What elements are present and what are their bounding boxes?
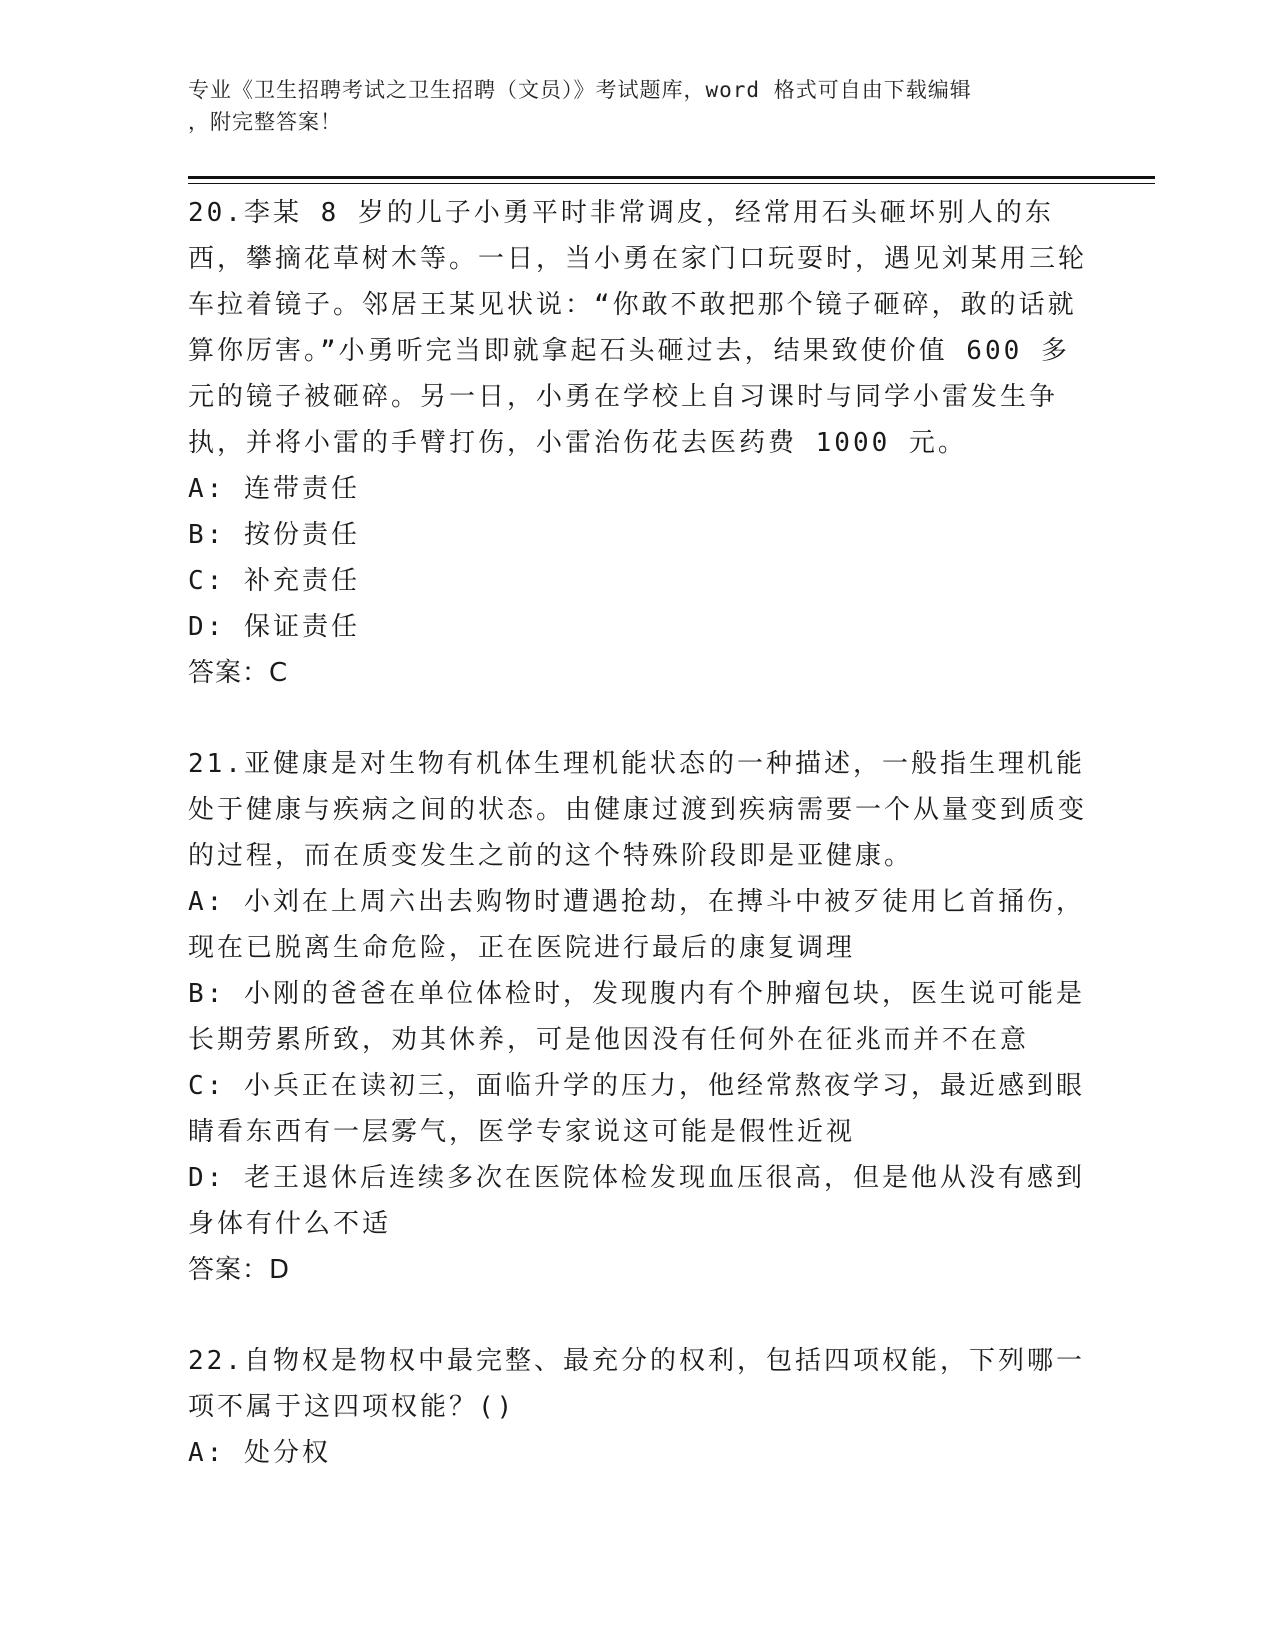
option-text: 补充责任 xyxy=(243,566,360,596)
option-c xyxy=(188,1063,1088,1155)
option-d xyxy=(188,1155,1088,1247)
option-key: B xyxy=(188,520,207,550)
option-b xyxy=(188,512,1088,558)
option-text: 按份责任 xyxy=(243,520,360,550)
option-a xyxy=(188,466,1088,512)
option-a xyxy=(188,1430,1088,1476)
option-separator: : xyxy=(206,520,244,550)
option-text: 处分权 xyxy=(243,1438,331,1468)
option-text: 连带责任 xyxy=(243,474,360,504)
option-d xyxy=(188,604,1088,650)
option-key: D xyxy=(188,612,207,642)
question-21 xyxy=(188,741,1088,1293)
header-line-2: ，附完整答案！ xyxy=(188,110,342,134)
question-stem: 20.李某 8 岁的儿子小勇平时非常调皮，经常用石头砸坏别人的东西，攀摘花草树木等。一日，当小勇在家门口玩耍时，遇见刘某用三轮车拉着镜子。邻居王某见状说：“你敢不敢把那个镜子砸碎，敢的话就算你厉害。”小勇听完当即就拿起石头砸过去，结果致使价值 600 多元的镜子被砸碎。另一日，小勇在学校上自习课时与同学小雷发生争执，并将小雷的手臂打伤，小雷治伤花去医药费 1000 元。 xyxy=(188,198,1088,458)
option-text: 老王退休后连续多次在医院体检发现血压很高，但是他从没有感到身体有什么不适 xyxy=(188,1163,1085,1239)
option-separator: : xyxy=(206,887,244,917)
document-header xyxy=(188,74,1088,138)
option-text: 小兵正在读初三，面临升学的压力，他经常熬夜学习，最近感到眼睛看东西有一层雾气，医学专家说这可能是假性近视 xyxy=(188,1071,1085,1147)
option-text: 保证责任 xyxy=(243,612,360,642)
option-key: A xyxy=(188,474,207,504)
option-key: D xyxy=(188,1163,207,1193)
header-divider-thick xyxy=(188,176,1155,179)
question-list xyxy=(188,190,1088,1521)
question-stem: 21.亚健康是对生物有机体生理机能状态的一种描述，一般指生理机能处于健康与疾病之间的状态。由健康过渡到疾病需要一个从量变到质变的过程，而在质变发生之前的这个特殊阶段即是亚健康。 xyxy=(188,749,1088,871)
option-separator: : xyxy=(206,1071,244,1101)
option-key: C xyxy=(188,1071,207,1101)
option-a xyxy=(188,879,1088,971)
option-key: C xyxy=(188,566,207,596)
option-key: A xyxy=(188,887,207,917)
question-20 xyxy=(188,190,1088,696)
option-separator: : xyxy=(206,1438,244,1468)
option-text: 小刚的爸爸在单位体检时，发现腹内有个肿瘤包块，医生说可能是长期劳累所致，劝其休养，可是他因没有任何外在征兆而并不在意 xyxy=(188,979,1085,1055)
header-divider-thin xyxy=(188,183,1155,184)
option-c xyxy=(188,558,1088,604)
option-separator: : xyxy=(206,474,244,504)
option-separator: : xyxy=(206,566,244,596)
option-b xyxy=(188,971,1088,1063)
option-key: A xyxy=(188,1438,207,1468)
header-line-1: 专业《卫生招聘考试之卫生招聘（文员）》考试题库，word 格式可自由下载编辑 xyxy=(188,78,972,102)
option-text: 小刘在上周六出去购物时遭遇抢劫，在搏斗中被歹徒用匕首捅伤，现在已脱离生命危险，正在医院进行最后的康复调理 xyxy=(188,887,1085,963)
option-key: B xyxy=(188,979,207,1009)
question-22 xyxy=(188,1338,1088,1476)
answer-line: 答案：C xyxy=(188,658,289,688)
answer-line: 答案：D xyxy=(188,1255,291,1285)
option-separator: : xyxy=(206,612,244,642)
option-separator: : xyxy=(206,1163,244,1193)
option-separator: : xyxy=(206,979,244,1009)
question-stem: 22.自物权是物权中最完整、最充分的权利，包括四项权能，下列哪一项不属于这四项权能？() xyxy=(188,1346,1085,1422)
